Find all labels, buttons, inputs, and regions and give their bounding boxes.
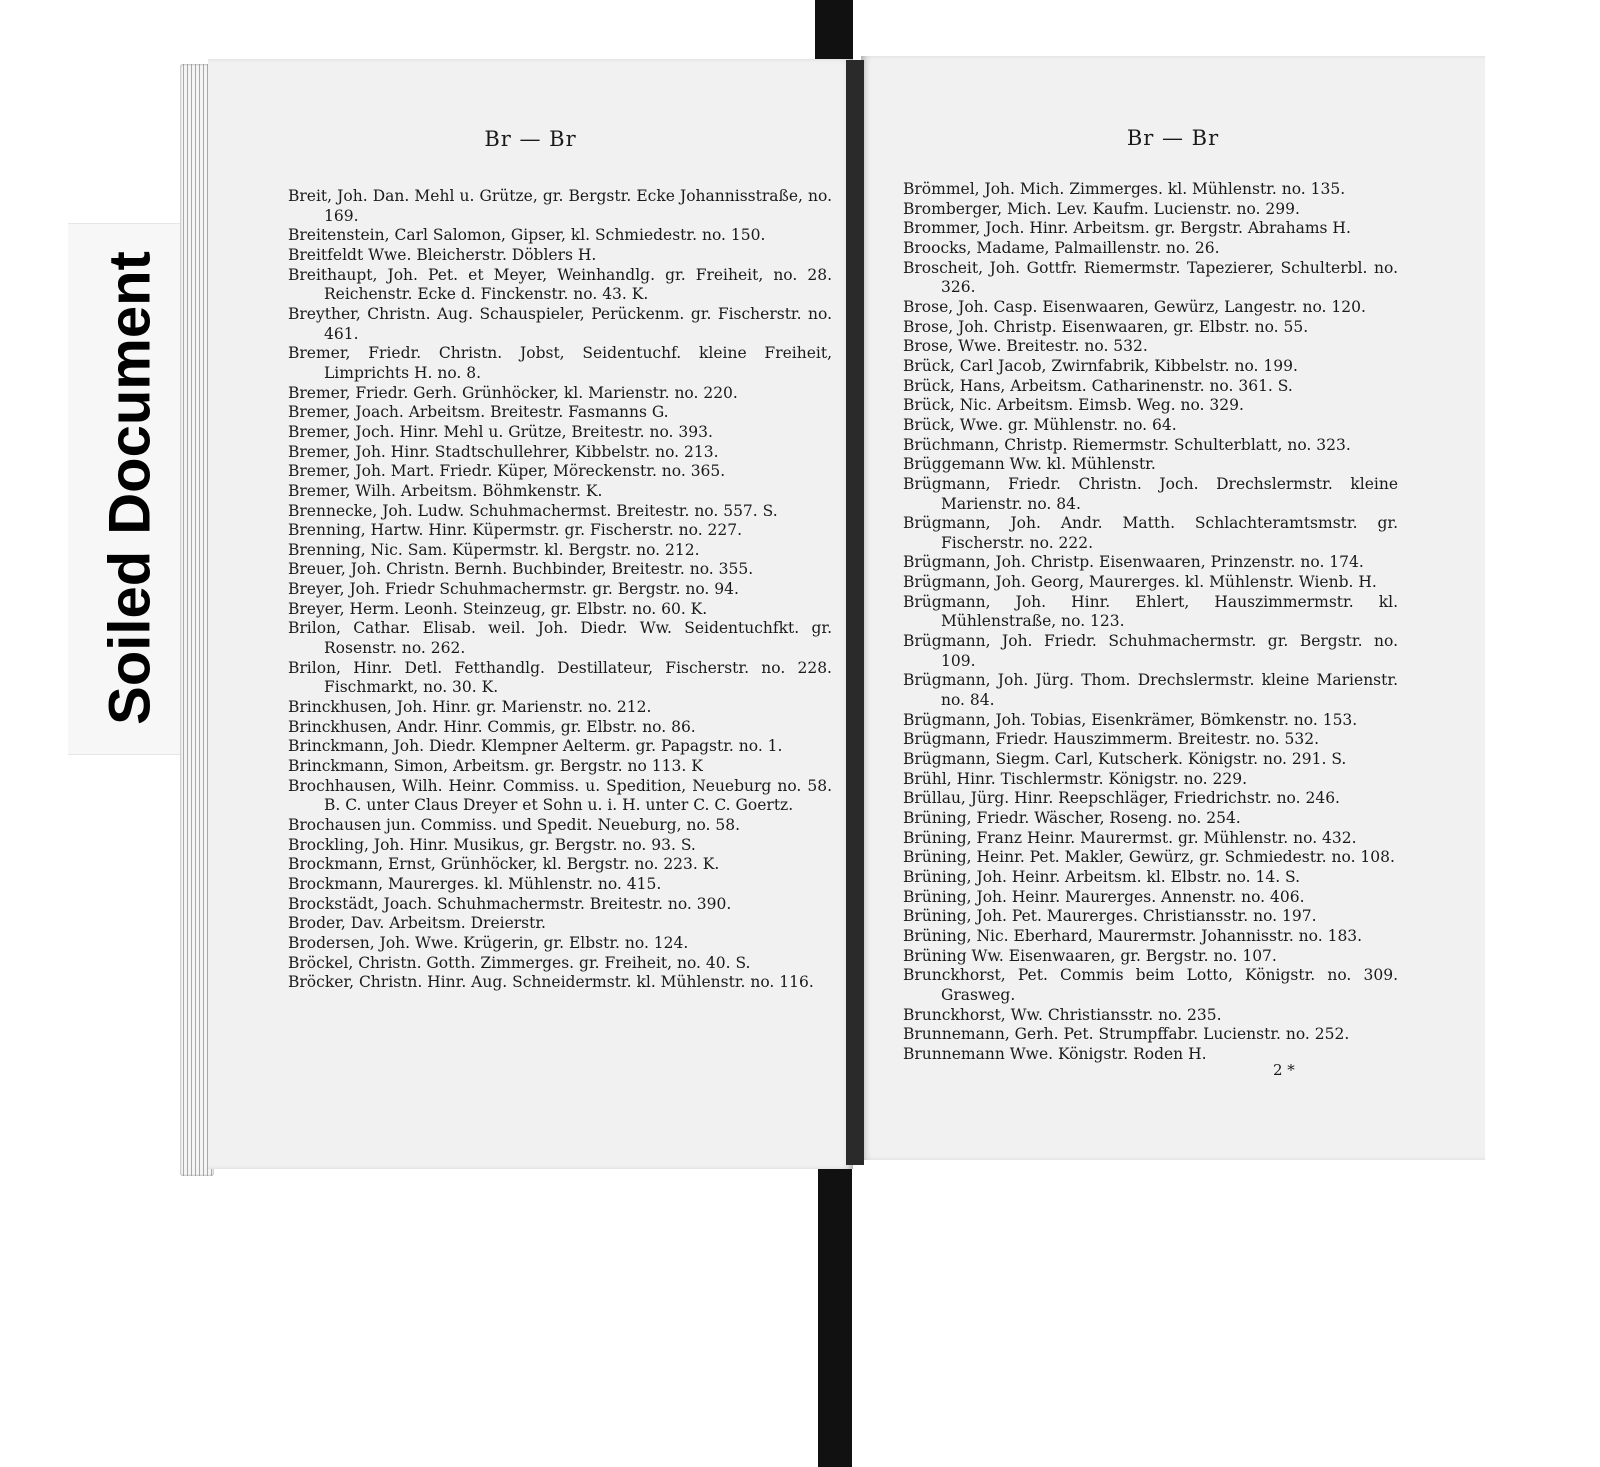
directory-entry: Brose, Joh. Casp. Eisenwaaren, Gewürz, Langestr. no. 120. — [903, 297, 1366, 316]
right-page — [861, 56, 1485, 1160]
directory-entry: Brügmann, Joh. Georg, Maurerges. kl. Mühlenstr. Wienb. H. — [903, 573, 1377, 592]
directory-entry: Brodersen, Joh. Wwe. Krügerin, gr. Elbstr. no. 124. — [288, 933, 689, 952]
directory-entry: Breyer, Joh. Friedr Schuhmachermstr. gr. Bergstr. no. 94. — [288, 580, 739, 599]
directory-entry: Brinckhusen, Andr. Hinr. Commis, gr. Elbstr. no. 86. — [288, 717, 696, 736]
directory-entry: Brose, Wwe. Breitestr. no. 532. — [903, 337, 1148, 356]
directory-entry: Brunckhorst, Pet. Commis beim Lotto, Königstr. no. 309. Grasweg. — [903, 966, 1398, 1004]
signature-mark: 2 * — [1273, 1061, 1295, 1079]
directory-entry: Breyer, Herm. Leonh. Steinzeug, gr. Elbstr. no. 60. K. — [288, 599, 708, 618]
directory-entry: Brück, Wwe. gr. Mühlenstr. no. 64. — [903, 415, 1177, 434]
directory-entry: Brück, Hans, Arbeitsm. Catharinenstr. no. 361. S. — [903, 376, 1293, 395]
directory-entry: Bremer, Joch. Hinr. Mehl u. Grütze, Breitestr. no. 393. — [288, 422, 713, 441]
directory-entry: Brennecke, Joh. Ludw. Schuhmachermst. Breitestr. no. 557. S. — [288, 501, 778, 520]
directory-entry: Brochausen jun. Commiss. und Spedit. Neueburg, no. 58. — [288, 816, 741, 834]
binding-strip-bottom — [818, 1160, 852, 1467]
directory-entry: Brose, Joh. Christp. Eisenwaaren, gr. Elbstr. no. 55. — [903, 317, 1309, 336]
directory-entry: Broscheit, Joh. Gottfr. Riemermstr. Tapezierer, Schulterbl. no. 326. — [903, 258, 1398, 297]
directory-entry: Brüning, Joh. Heinr. Maurerges. Annenstr. no. 406. — [903, 887, 1305, 906]
soiled-document-stamp: Soiled Document — [97, 251, 163, 725]
directory-entry: Brügmann, Joh. Andr. Matth. Schlachteramtsmstr. gr. Fischerstr. no. 222. — [903, 514, 1398, 552]
directory-entry: Brügmann, Siegm. Carl, Kutscherk. Königstr. no. 291. S. — [903, 750, 1347, 769]
directory-entry: Brockstädt, Joach. Schuhmachermstr. Breitestr. no. 390. — [288, 894, 732, 913]
directory-entry: Brüning, Nic. Eberhard, Maurermstr. Johannisstr. no. 183. — [903, 926, 1363, 945]
directory-entry: Brömmel, Joh. Mich. Zimmerges. kl. Mühlenstr. no. 135. — [903, 180, 1346, 198]
directory-entry: Bremer, Joh. Hinr. Stadtschullehrer, Kibbelstr. no. 213. — [288, 442, 719, 461]
directory-entry: Bremer, Wilh. Arbeitsm. Böhmkenstr. K. — [288, 481, 603, 500]
directory-entry: Bröckel, Christn. Gotth. Zimmerges. gr. Freiheit, no. 40. S. — [288, 953, 751, 972]
directory-entry: Brügmann, Joh. Tobias, Eisenkrämer, Bömkenstr. no. 153. — [903, 710, 1358, 729]
directory-entry: Bremer, Friedr. Christn. Jobst, Seidentuchf. kleine Freiheit, Limprichts H. no. 8. — [288, 344, 832, 382]
directory-entry: Brügmann, Joh. Hinr. Ehlert, Hauszimmermstr. kl. Mühlenstraße, no. 123. — [903, 592, 1398, 631]
directory-entry: Brinckhusen, Joh. Hinr. gr. Marienstr. no. 212. — [288, 698, 652, 717]
directory-entry: Brommer, Joch. Hinr. Arbeitsm. gr. Bergstr. Abrahams H. — [903, 219, 1351, 238]
binding-gutter — [846, 60, 864, 1165]
directory-entry: Brockmann, Maurerges. kl. Mühlenstr. no. 415. — [288, 874, 662, 893]
directory-entry: Brüning, Joh. Pet. Maurerges. Christiansstr. no. 197. — [903, 907, 1317, 926]
directory-entry: Bremer, Friedr. Gerh. Grünhöcker, kl. Marienstr. no. 220. — [288, 383, 738, 402]
directory-entry: Breuer, Joh. Christn. Bernh. Buchbinder, Breitestr. no. 355. — [288, 560, 754, 579]
left-directory-entries — [208, 187, 853, 993]
directory-entry: Brück, Nic. Arbeitsm. Eimsb. Weg. no. 329. — [903, 396, 1244, 415]
directory-entry: Broocks, Madame, Palmaillenstr. no. 26. — [903, 238, 1220, 257]
directory-entry: Brunnemann, Gerh. Pet. Strumpffabr. Lucienstr. no. 252. — [903, 1025, 1350, 1044]
directory-entry: Brochhausen, Wilh. Heinr. Commiss. u. Spedition, Neueburg no. 58. B. C. unter Claus Dreyer et Sohn u. i. H. unter C. C. Goertz. — [288, 776, 832, 815]
directory-entry: Bremer, Joh. Mart. Friedr. Küper, Möreckenstr. no. 365. — [288, 462, 726, 481]
directory-entry: Brüning, Joh. Heinr. Arbeitsm. kl. Elbstr. no. 14. S. — [903, 867, 1301, 886]
directory-entry: Brenning, Nic. Sam. Küpermstr. kl. Bergstr. no. 212. — [288, 540, 700, 559]
binding-strip-top — [815, 0, 853, 64]
directory-entry: Brühl, Hinr. Tischlermstr. Königstr. no. 229. — [903, 769, 1247, 788]
directory-entry: Bremer, Joach. Arbeitsm. Breitestr. Fasmanns G. — [288, 403, 669, 422]
directory-entry: Brüning, Heinr. Pet. Makler, Gewürz, gr. Schmiedestr. no. 108. — [903, 848, 1395, 867]
directory-entry: Brüchmann, Christp. Riemermstr. Schulterblatt, no. 323. — [903, 435, 1351, 454]
directory-entry: Breitfeldt Wwe. Bleicherstr. Döblers H. — [288, 245, 597, 264]
directory-entry: Brüning, Franz Heinr. Maurermst. gr. Mühlenstr. no. 432. — [903, 828, 1357, 847]
directory-entry: Brügmann, Joh. Christp. Eisenwaaren, Prinzenstr. no. 174. — [903, 553, 1364, 572]
directory-entry: Brück, Carl Jacob, Zwirnfabrik, Kibbelstr. no. 199. — [903, 356, 1298, 375]
directory-entry: Brunnemann Wwe. Königstr. Roden H. — [903, 1044, 1207, 1063]
directory-entry: Brinckmann, Simon, Arbeitsm. gr. Bergstr. no 113. K — [288, 757, 703, 776]
directory-entry: Brügmann, Friedr. Christn. Joch. Drechslermstr. kleine Marienstr. no. 84. — [903, 474, 1398, 513]
directory-entry: Brunckhorst, Ww. Christiansstr. no. 235. — [903, 1005, 1222, 1024]
directory-entry: Bromberger, Mich. Lev. Kaufm. Lucienstr. no. 299. — [903, 199, 1300, 218]
left-page — [208, 59, 853, 1169]
directory-entry: Breit, Joh. Dan. Mehl u. Grütze, gr. Bergstr. Ecke Johannisstraße, no. 169. — [288, 187, 832, 225]
directory-entry: Brüggemann Ww. kl. Mühlenstr. — [903, 455, 1156, 474]
directory-entry: Brügmann, Joh. Friedr. Schuhmachermstr. gr. Bergstr. no. 109. — [903, 632, 1398, 670]
directory-entry: Bröcker, Christn. Hinr. Aug. Schneidermstr. kl. Mühlenstr. no. 116. — [288, 973, 814, 992]
right-directory-entries — [861, 180, 1485, 1065]
left-running-head: Br — Br — [484, 127, 577, 151]
directory-entry: Brockling, Joh. Hinr. Musikus, gr. Bergstr. no. 93. S. — [288, 835, 696, 854]
right-running-head: Br — Br — [1126, 126, 1220, 150]
directory-entry: Brilon, Cathar. Elisab. weil. Joh. Diedr. Ww. Seidentuchfkt. gr. Rosenstr. no. 262. — [288, 619, 832, 658]
directory-entry: Breithaupt, Joh. Pet. et Meyer, Weinhandlg. gr. Freiheit, no. 28. Reichenstr. Ecke d. Finckenstr. no. 43. K. — [288, 265, 832, 304]
directory-entry: Breitenstein, Carl Salomon, Gipser, kl. Schmiedestr. no. 150. — [288, 226, 766, 245]
directory-entry: Brügmann, Friedr. Hauszimmerm. Breitestr. no. 532. — [903, 730, 1320, 749]
directory-entry: Brockmann, Ernst, Grünhöcker, kl. Bergstr. no. 223. K. — [288, 855, 720, 874]
directory-entry: Brügmann, Joh. Jürg. Thom. Drechslermstr. kleine Marienstr. no. 84. — [903, 671, 1398, 710]
directory-entry: Brilon, Hinr. Detl. Fetthandlg. Destillateur, Fischerstr. no. 228. Fischmarkt, no. 30. K. — [288, 658, 832, 697]
directory-entry: Brüning Ww. Eisenwaaren, gr. Bergstr. no. 107. — [903, 946, 1277, 965]
directory-entry: Breyther, Christn. Aug. Schauspieler, Perückenm. gr. Fischerstr. no. 461. — [288, 304, 832, 343]
directory-entry: Brinckmann, Joh. Diedr. Klempner Aelterm. gr. Papagstr. no. 1. — [288, 737, 783, 756]
directory-entry: Broder, Dav. Arbeitsm. Dreierstr. — [288, 914, 546, 933]
directory-entry: Brenning, Hartw. Hinr. Küpermstr. gr. Fischerstr. no. 227. — [288, 521, 743, 540]
directory-entry: Brüning, Friedr. Wäscher, Roseng. no. 254. — [903, 809, 1241, 827]
directory-entry: Brüllau, Jürg. Hinr. Reepschläger, Friedrichstr. no. 246. — [903, 789, 1340, 808]
